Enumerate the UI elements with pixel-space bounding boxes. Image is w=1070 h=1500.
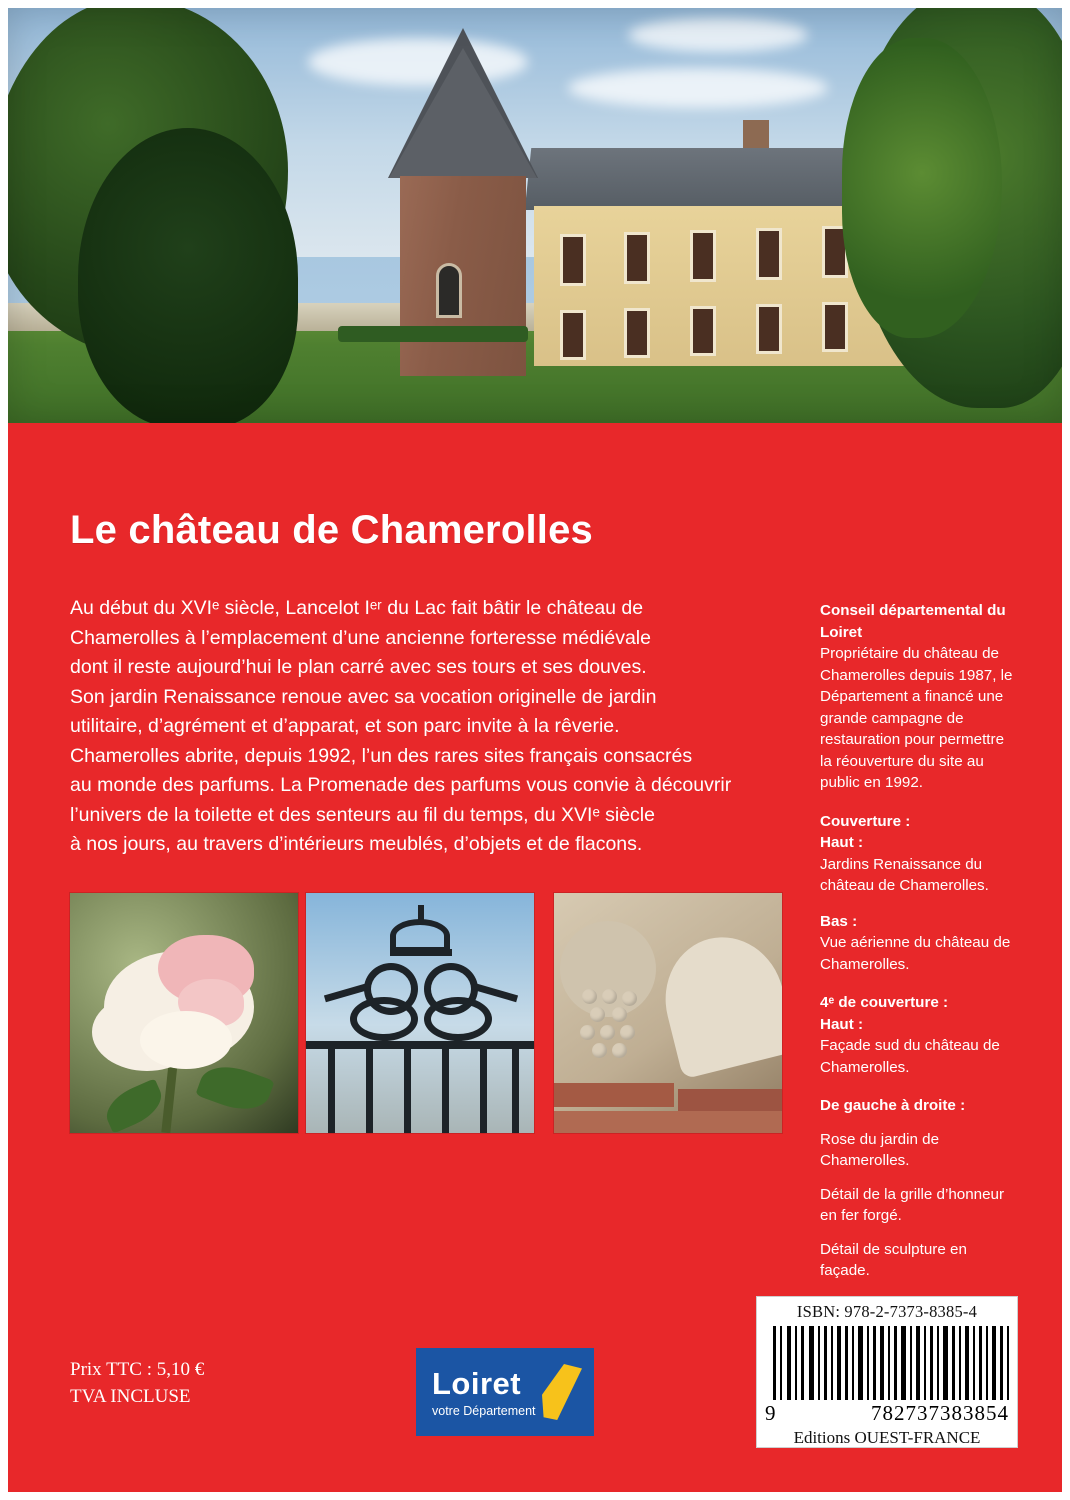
credit-back-cover: [820, 992, 1018, 1078]
cover-bottom-text: Vue aérienne du château de Chamerolles.: [820, 934, 1011, 973]
loiret-logo: [416, 1348, 594, 1436]
back-top-text: Façade sud du château de Chamerolles.: [820, 1037, 1000, 1076]
grape: [612, 1007, 627, 1022]
department-heading: Conseil départemental du Loiret: [820, 602, 1006, 641]
cover-top-label: Haut :: [820, 834, 864, 851]
barcode-digit-prefix: 9: [765, 1401, 777, 1425]
rose-photo: [70, 893, 298, 1133]
brick: [678, 1089, 782, 1113]
blurb-line: au monde des parfums. La Promenade des parfums vous convie à découvrir: [70, 774, 732, 796]
sculpture-photo: [554, 893, 782, 1133]
publisher-name: Editions OUEST-FRANCE: [793, 1428, 981, 1447]
blurb-line: utilitaire, d’agrément et d’apparat, et son parc invite à la rêverie.: [70, 715, 620, 737]
barcode-digit-main: 782737383854: [871, 1401, 1009, 1425]
grape: [612, 1043, 627, 1058]
grape: [620, 1025, 635, 1040]
grape: [590, 1007, 605, 1022]
price-block: [70, 1356, 204, 1410]
grape: [622, 991, 637, 1006]
logo-name: Loiret: [432, 1366, 522, 1401]
brick: [554, 1083, 674, 1107]
grape: [602, 989, 617, 1004]
back-top-label: Haut :: [820, 1015, 864, 1033]
lr-item: Rose du jardin de Chamerolles.: [820, 1130, 940, 1169]
chateau-photo: [8, 8, 1062, 423]
barcode-digits: [765, 1401, 1009, 1426]
swoosh-icon: [542, 1364, 582, 1420]
logo-subtitle: votre Département: [432, 1404, 536, 1418]
price-line: Prix TTC : 5,10 €: [70, 1359, 205, 1380]
grape: [600, 1025, 615, 1040]
crown-base: [390, 949, 452, 956]
crown-spike: [418, 905, 424, 925]
isbn-label: ISBN: 978-2-7373-8385-4: [796, 1302, 978, 1321]
gate-photo: [306, 893, 534, 1133]
credit-department: [820, 600, 1018, 794]
gate-rail: [328, 1049, 335, 1133]
rose-petal: [140, 1011, 232, 1069]
gate-rail: [442, 1049, 449, 1133]
page-title: Le château de Chamerolles: [70, 508, 593, 552]
credits-column: [820, 600, 1018, 1299]
credit-left-to-right: [820, 1095, 1018, 1282]
gate-rail: [306, 1041, 534, 1049]
gate-rail: [512, 1049, 519, 1133]
lr-item: Détail de sculpture en façade.: [820, 1240, 967, 1279]
blurb-line: l’univers de la toilette et des senteurs au fil du temps, du XVIᵉ siècle: [70, 803, 655, 826]
gate-rail: [366, 1049, 373, 1133]
blurb-line: Son jardin Renaissance renoue avec sa vocation originelle de jardin: [70, 685, 657, 708]
blurb-line: à nos jours, au travers d’intérieurs meublés, d’objets et de flacons.: [70, 833, 643, 855]
photo-vignette: [8, 8, 1062, 423]
tva-line: TVA INCLUSE: [70, 1386, 191, 1407]
grape: [592, 1043, 607, 1058]
cover-top-text: Jardins Renaissance du château de Chamerolles.: [820, 855, 989, 894]
back-cover: [8, 8, 1062, 1492]
credit-cover: [820, 811, 1018, 976]
back-heading: 4ᵉ de couverture :: [820, 994, 949, 1011]
lr-item: Détail de la grille d’honneur en fer forgé.: [820, 1185, 1005, 1224]
blurb-line: Chamerolles à l’emplacement d’une ancienne forteresse médiévale: [70, 626, 651, 649]
blurb-line: Au début du XVIᵉ siècle, Lancelot Iᵉʳ du Lac fait bâtir le château de: [70, 597, 644, 619]
blurb-line: dont il reste aujourd’hui le plan carré avec ses tours et ses douves.: [70, 656, 647, 678]
brick: [554, 1111, 782, 1133]
blurb-line: Chamerolles abrite, depuis 1992, l’un des rares sites français consacrés: [70, 744, 693, 767]
gate-rail: [404, 1049, 411, 1133]
barcode: [769, 1326, 1005, 1400]
lr-heading: De gauche à droite :: [820, 1097, 966, 1114]
cover-bottom-label: Bas :: [820, 912, 858, 930]
gate-rail: [480, 1049, 487, 1133]
blurb-text: [70, 594, 770, 860]
department-text: Propriétaire du château de Chamerolles depuis 1987, le Département a financé une grande campagne de restauration pour permettre la réouverture du site au public en 1992.: [820, 645, 1013, 791]
iron-scroll: [350, 997, 418, 1041]
isbn-barcode-block: [756, 1296, 1018, 1448]
cover-heading: Couverture :: [820, 812, 911, 830]
iron-scroll: [424, 997, 492, 1041]
grape: [580, 1025, 595, 1040]
grape: [582, 989, 597, 1004]
